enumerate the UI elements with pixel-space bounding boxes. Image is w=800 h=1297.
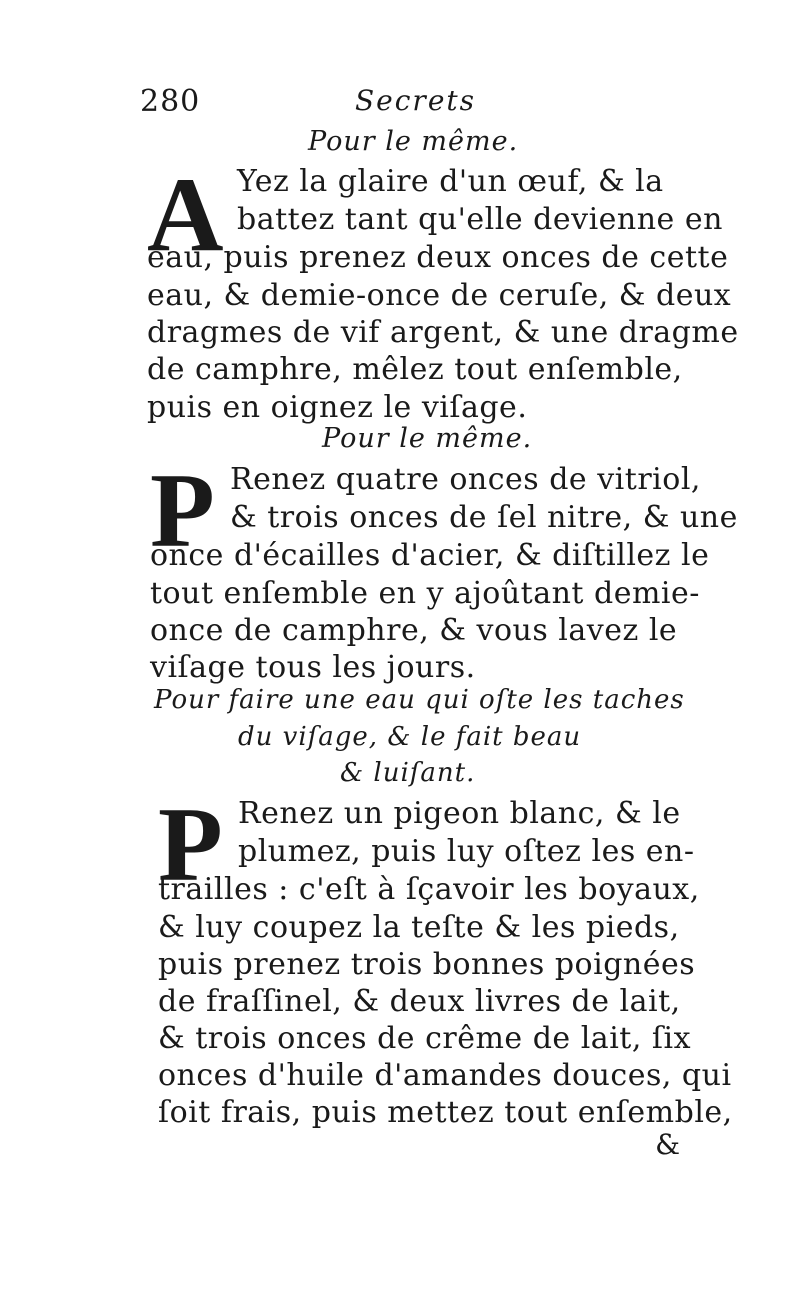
text-line: onces d'huile d'amandes douces, qui bbox=[158, 1058, 732, 1093]
running-title: Secrets bbox=[355, 84, 477, 117]
text-line: once de camphre, & vous lavez le bbox=[150, 613, 678, 648]
text-line: Yez la glaire d'un œuf, & la bbox=[237, 164, 664, 199]
recipe-section bbox=[147, 156, 739, 430]
section-heading: Pour le même. bbox=[308, 126, 519, 157]
catchword: & bbox=[655, 1128, 680, 1161]
text-line: Renez quatre onces de vitriol, bbox=[230, 462, 701, 497]
text-line: puis en oignez le viſage. bbox=[147, 390, 528, 425]
text-line: viſage tous les jours. bbox=[150, 650, 476, 685]
text-line: de camphre, mêlez tout enſemble, bbox=[147, 352, 683, 387]
text-line: ſoit frais, puis mettez tout enſemble, bbox=[158, 1095, 733, 1130]
text-line: battez tant qu'elle devienne en bbox=[237, 202, 723, 237]
section-heading: & luiſant. bbox=[340, 758, 476, 788]
text-line: Renez un pigeon blanc, & le bbox=[238, 796, 681, 831]
section-heading: Pour le même. bbox=[322, 423, 533, 454]
text-line: de fraſſinel, & deux livres de lait, bbox=[158, 984, 681, 1019]
drop-cap: P bbox=[158, 786, 223, 903]
text-line: puis prenez trois bonnes poignées bbox=[158, 947, 696, 982]
text-line: eau, puis prenez deux onces de cette bbox=[147, 240, 729, 275]
text-line: & trois onces de ſel nitre, & une bbox=[230, 500, 738, 535]
text-line: trailles : c'eſt à ſçavoir les boyaux, bbox=[158, 872, 700, 907]
text-line: plumez, puis luy oſtez les en- bbox=[238, 834, 695, 869]
text-line: tout enſemble en y ajoûtant demie- bbox=[150, 576, 700, 611]
drop-cap: A bbox=[147, 156, 224, 273]
recipe-section bbox=[150, 452, 738, 698]
text-line: & luy coupez la teſte & les pieds, bbox=[158, 910, 680, 945]
drop-cap: P bbox=[150, 452, 215, 569]
text-line: once d'écailles d'acier, & diſtillez le bbox=[150, 538, 710, 573]
text-line: dragmes de vif argent, & une dragme bbox=[147, 315, 739, 350]
page-number: 280 bbox=[140, 84, 201, 119]
section-heading: Pour faire une eau qui oſte les taches bbox=[154, 685, 685, 715]
text-line: & trois onces de crême de lait, ſix bbox=[158, 1021, 692, 1056]
page-header bbox=[140, 84, 680, 124]
text-line: eau, & demie-once de ceruſe, & deux bbox=[147, 278, 732, 313]
recipe-section bbox=[158, 786, 733, 1132]
section-heading: du viſage, & le fait beau bbox=[238, 722, 582, 752]
